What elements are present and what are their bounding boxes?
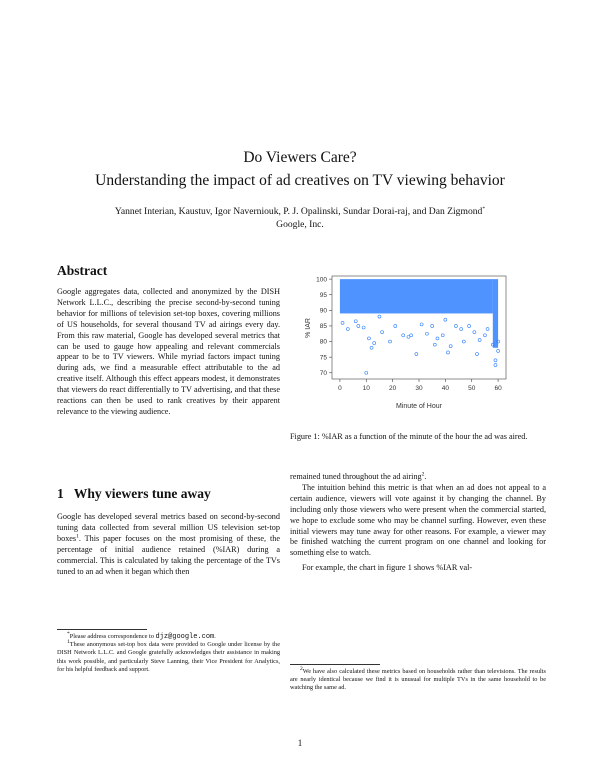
page-number: 1 [297,738,303,748]
scatter-point-29 [476,353,479,356]
x-axis-label: Minute of Hour [396,403,442,410]
scatter-point-0 [341,321,344,324]
scatter-point-13 [410,334,413,337]
scatter-point-31 [483,334,486,337]
x-tick-label: 10 [362,385,370,392]
author-list [20,206,580,218]
scatter-point-5 [367,337,370,340]
section-1-para-1-rest: . This paper focuses on the most promising of these, the percentage of initial audience retained (%IAR) during a commercial. This is calculated by taking the percentage of the TVs tuned to an ad when it began which then [57,533,280,576]
y-tick-label: 100 [316,276,327,284]
scatter-point-22 [447,351,450,354]
scatter-point-11 [402,334,405,337]
footnote-mark-1: 1 [67,639,70,646]
y-tick-label: 90 [319,307,327,315]
footnotes-right [290,665,546,693]
footnote-rule-right [290,664,380,665]
paper-title-line-1: Do Viewers Care? [243,149,357,166]
paper-title-line-2: Understanding the impact of ad creatives on TV viewing behavior [95,172,505,189]
section-1-para-1: Google has developed several metrics based on second-by-second tuning data collected from several million US television set-top boxes [57,512,280,543]
scatter-point-7 [373,342,376,345]
scatter-point-28 [473,331,476,334]
section-1-para-3: For example, the chart in figure 1 shows %IAR val- [302,563,473,573]
scatter-point-20 [441,334,444,337]
scatter-point-4 [362,326,365,329]
scatter-point-16 [425,332,428,335]
scatter-dense-band-1 [493,279,498,348]
y-tick-label: 75 [319,354,327,362]
footnote-mark-2: 2 [300,665,303,672]
scatter-point-26 [462,340,465,343]
footnotes-left [57,630,280,674]
figure-1-caption: Figure 1: %IAR as a function of the minute of the hour the ad was aired. [290,432,528,441]
y-axis [316,276,332,377]
x-tick-label: 20 [389,385,397,392]
scatter-point-3 [357,324,360,327]
scatter-point-10 [394,324,397,327]
footnote-2-text: We have also calculated these metrics based on households rather than televisions. The results are nearly identical because we find it is unusual for multiple TVs in the same household to be watching the same ad. [290,668,546,692]
scatter-point-23 [449,345,452,348]
section-title: Why viewers tune away [73,486,211,501]
scatter-point-35 [494,363,497,366]
scatter-point-9 [389,340,392,343]
y-tick-label: 80 [319,338,327,346]
y-axis-label: % IAR [305,318,312,338]
footnote-ref-2: 2 [421,471,425,478]
scatter-point-21 [444,318,447,321]
scatter-point-14 [415,353,418,356]
scatter-point-8 [381,331,384,334]
author-footnote-mark: * [482,205,486,212]
affiliation: Google, Inc. [276,219,324,230]
section-1-para-1-end: . [424,472,427,481]
footnote-1-text: These anonymous set-top box data were provided to Google under license by the DISH Network L.L.C. and Google gratefully acknowledges their assistance in making this work possible, and particularly Steve Lanning, their Vice President for Analytics, for his helpful feedback and support. [57,641,280,673]
y-tick-label: 95 [319,291,327,299]
section-number: 1 [57,486,64,501]
x-tick-label: 0 [338,385,342,392]
x-tick-label: 40 [441,385,449,392]
section-1-para-2: The intuition behind this metric is that when an ad does not appeal to a certain audience, viewers will vote against it by changing the channel. By including only those viewers who were present when the commercial started, we hope to exclude some who may be channel surfing. However, even these initial viewers may tune away for other reasons. For example, a viewer may be finished watching the current program on one channel and looking for something else to watch. [290,482,546,558]
scatter-point-18 [433,343,436,346]
scatter-point-15 [420,323,423,326]
chart-point-group [341,315,500,374]
authors-text: Yannet Interian, Kaustuv, Igor Naverniouk, P. J. Opalinski, Sundar Dorai-raj, and Dan Zigmond [114,206,483,217]
section-1-body-right [290,472,546,574]
footnote-star-end: . [214,633,216,640]
footnote-rule [57,629,147,630]
correspondence-email: djz@google.com [155,633,215,641]
section-1-para-1-continued: remained tuned throughout the ad airing [290,472,422,481]
footnote-star-text: Please address correspondence to [69,633,156,640]
scatter-point-36 [497,349,500,352]
scatter-point-25 [460,328,463,331]
abstract-body [57,287,280,418]
scatter-point-24 [454,324,457,327]
x-tick-label: 50 [468,385,476,392]
scatter-point-2 [354,320,357,323]
scatter-point-1 [346,328,349,331]
x-tick-label: 30 [415,385,423,392]
scatter-point-27 [468,324,471,327]
section-1-body-left [57,512,280,577]
x-axis [338,379,502,392]
chart-band-group [340,279,498,348]
scatter-dense-band-0 [340,279,493,313]
scatter-point-30 [478,338,481,341]
figure-1-chart [300,272,520,412]
scatter-point-32 [486,328,489,331]
x-tick-label: 60 [494,385,502,392]
scatter-point-38 [365,371,368,374]
y-tick-label: 70 [319,369,327,377]
section-1-heading [57,486,211,502]
scatter-point-39 [378,315,381,318]
scatter-point-19 [436,337,439,340]
abstract-text: Google aggregates data, collected and anonymized by the DISH Network L.L.C., describing the precise second-by-second tuning behavior for millions of television set-top boxes, covering millions of US households, for several thousand TV ad airings every day. From this raw material, Google has developed several metrics that can be used to gauge how appealing and relevant commercials appear to be to TV viewers. While myriad factors impact tuning during ads, we find a measurable effect attributable to the ad creative itself. Although this effect appears modest, it demonstrates that viewers do react differentially to TV advertising, and that these reactions can then be used to rank creatives by their apparent relevance to the viewing audience. [57,287,280,416]
footnote-ref-1: 1 [76,533,79,540]
y-tick-label: 85 [319,323,327,331]
footnote-mark-star: * [67,630,70,637]
abstract-heading: Abstract [57,263,108,278]
scatter-point-34 [494,359,497,362]
scatter-point-6 [370,346,373,349]
scatter-point-17 [431,324,434,327]
